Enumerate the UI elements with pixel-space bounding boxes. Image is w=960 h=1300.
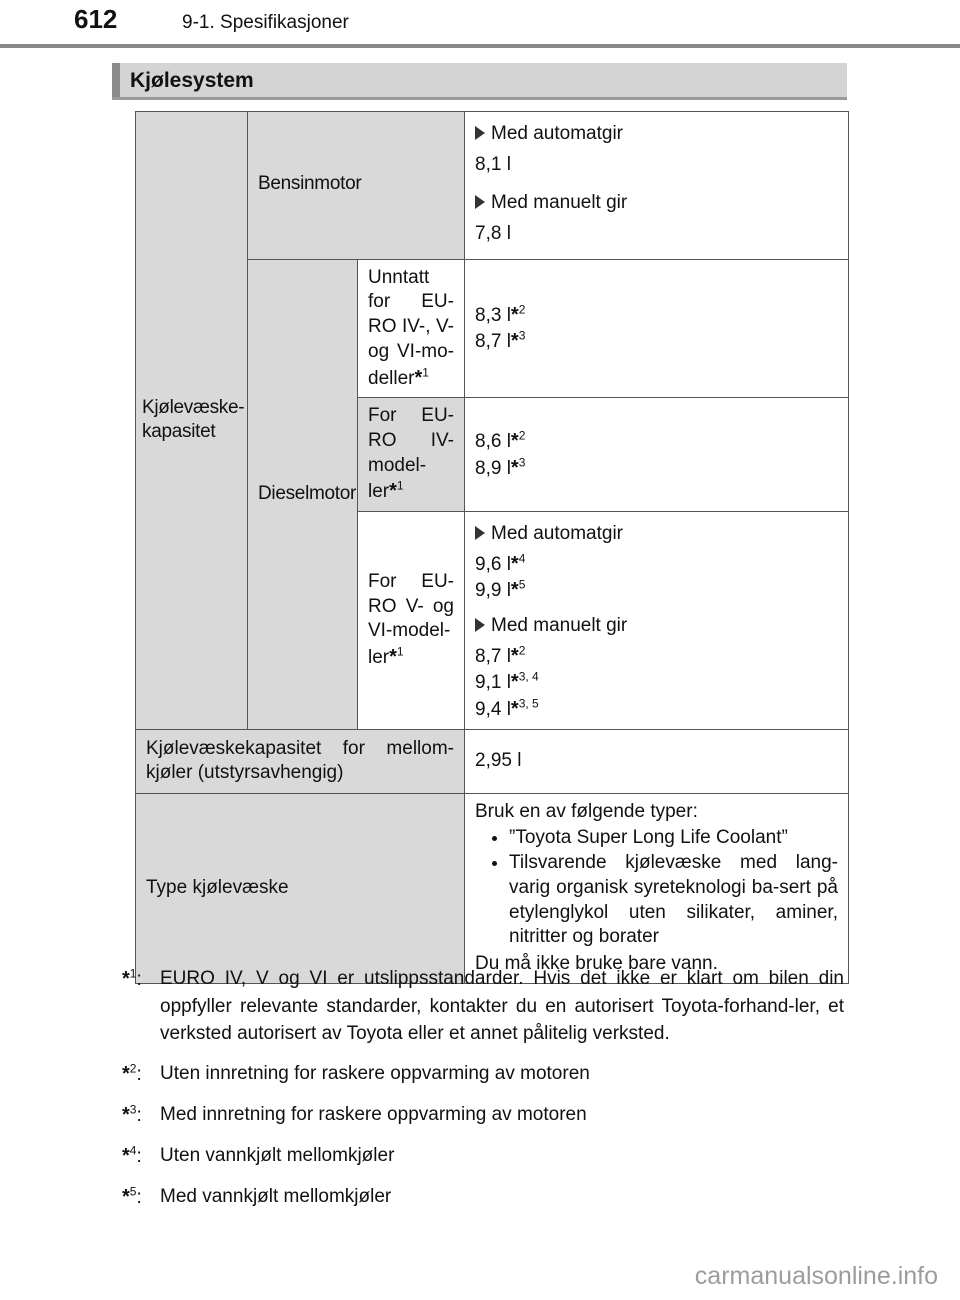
footnote: *$^4$: Uten vannkjølt mellomkjøler: [122, 1143, 395, 1167]
list-item: • ”Toyota Super Long Life Coolant”: [509, 826, 838, 851]
section-accent: [112, 63, 120, 97]
section-title: Kjølesystem: [130, 69, 254, 92]
triangle-bullet-icon: [475, 195, 485, 209]
section-bar: [112, 63, 847, 100]
diesel-cond-1: Unntatt for EU-RO IV-, V- og VI-mo-deller*$^1$: [358, 259, 465, 397]
coolant-type-value: Bruk en av følgende typer: • ”Toyota Super Long Life Coolant” • Tilsvarende kjølevæske med lang-varig organisk syreteknologi ba-sert på etylenglykol uten silikater, aminer, nitritter og borater Du må ikke bruke bare vann.: [465, 793, 849, 983]
diesel-values-2: 8,6 l*$^2$ 8,9 l*$^3$: [465, 398, 849, 512]
diesel-engine-label: Dieselmotor: [248, 259, 358, 729]
footnote: *$^1$: EURO IV, V og VI er utslippsstandarder. Hvis det ikke er klart om bilen din oppfyller relevante standarder, kontakter du en autorisert Toyota-forhand-ler, et verksted autorisert av Toyota eller et annet pålitelig verksted.: [122, 966, 844, 1045]
footnote: *$^3$: Med innretning for raskere oppvarming av motoren: [122, 1102, 587, 1126]
petrol-auto-value: 8,1 l: [475, 153, 511, 175]
capacity-label: Kjølevæske-kapasitet: [136, 112, 248, 730]
footnote: *$^2$: Uten innretning for raskere oppvarming av motoren: [122, 1061, 590, 1085]
footnote: *$^5$: Med vannkjølt mellomkjøler: [122, 1184, 392, 1208]
intercooler-value: 2,95 l: [465, 729, 849, 793]
intercooler-label: Kjølevæskekapasitet for mellom-kjøler (utstyrsavhengig): [136, 729, 465, 793]
petrol-manual-value: 7,8 l: [475, 223, 511, 245]
coolant-type-list: [475, 826, 838, 949]
table-row: [136, 112, 849, 260]
footnotes: [122, 965, 844, 1224]
triangle-bullet-icon: [475, 618, 485, 632]
diesel-cond-3: For EU-RO V- og VI-model-ler*$^1$: [358, 511, 465, 729]
diesel-cond-2: For EU-RO IV-model-ler*$^1$: [358, 398, 465, 512]
list-item: • Tilsvarende kjølevæske med lang-varig organisk syreteknologi ba-sert på etylenglykol uten silikater, aminer, nitritter og borater: [509, 851, 838, 950]
diesel-manual: Med manuelt gir: [475, 614, 838, 639]
chapter-title: 9-1. Spesifikasjoner: [182, 12, 349, 33]
petrol-engine-label: Bensinmotor: [248, 112, 465, 260]
diesel-auto: Med automatgir: [475, 522, 838, 547]
petrol-auto: Med automatgir: [475, 122, 838, 147]
coolant-type-label: Type kjølevæske: [136, 793, 465, 983]
table-row: [136, 793, 849, 983]
diesel-values-3: Med automatgir 9,6 l*$^4$ 9,9 l*$^5$ Med manuelt gir 8,7 l*$^2$ 9,1 l*$^{3, 4}$ 9,4 l*$^{3, 5}$: [465, 511, 849, 729]
table-row: [136, 729, 849, 793]
page-header: [0, 0, 960, 48]
watermark: carmanualsonline.info: [694, 1262, 938, 1290]
petrol-manual: Med manuelt gir: [475, 191, 838, 216]
coolant-spec-table: [135, 111, 849, 984]
triangle-bullet-icon: [475, 526, 485, 540]
header-rule: [0, 44, 960, 48]
triangle-bullet-icon: [475, 126, 485, 140]
diesel-values-1: 8,3 l*$^2$ 8,7 l*$^3$: [465, 259, 849, 397]
petrol-values: [465, 112, 849, 260]
page-number: 612: [74, 4, 118, 34]
